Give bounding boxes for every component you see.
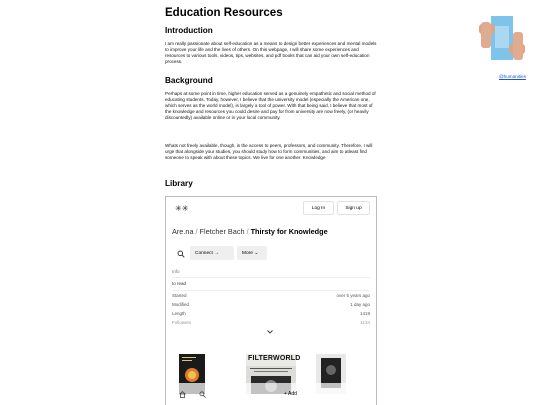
meta-value: 1419: [359, 311, 370, 316]
breadcrumb: [172, 227, 328, 236]
meta-value: over 5 years ago: [336, 293, 370, 298]
hands-frame-image: [477, 14, 527, 68]
add-button[interactable]: + Add: [284, 391, 297, 397]
connect-button[interactable]: Connect →: [190, 246, 234, 260]
meta-label: Followers: [172, 320, 192, 325]
breadcrumb-user[interactable]: Fletcher Bach: [199, 227, 245, 236]
heading-library: Library: [165, 179, 193, 188]
search-icon[interactable]: [199, 391, 206, 398]
meta-label: Started: [172, 293, 187, 298]
info-label: Info: [172, 269, 180, 274]
meta-value: 1134: [360, 320, 370, 325]
heading-introduction: Introduction: [165, 26, 213, 35]
signup-button[interactable]: Sign up: [337, 201, 370, 215]
meta-label: Length: [172, 311, 186, 316]
meta-value: 1 day ago: [350, 302, 370, 307]
more-button[interactable]: More ⌄: [237, 246, 267, 260]
meta-row-followers: [172, 320, 370, 325]
book-title: FILTERWORLD: [248, 355, 301, 362]
login-button[interactable]: Log In: [303, 201, 334, 215]
breadcrumb-channel: Thirsty for Knowledge: [250, 227, 328, 236]
background-paragraph-1: Perhaps at some point in time, higher education served as a genuinely empathetic and social method of educating students. Today, however, I believe that the university model (especially the American one, which serves as the world model), is largely a tool of power. With that being said, I believe that most of the knowledge and resources you could desire and pay for from university are now freely, (or heavily discountedly) available online or in your local community.: [165, 91, 376, 120]
background-paragraph-2: Whats not freely available, though, is the access to peers, professors, and community. Therefore, I will urge that alongside your studies, you should study how to form communities, and aim to atleast find someone to speak with about these topics. We live for one another. Knowledge: [165, 143, 373, 160]
meta-label: Modified: [172, 302, 190, 307]
chevron-down-icon[interactable]: [267, 330, 273, 334]
breadcrumb-separator: /: [195, 227, 198, 236]
home-icon[interactable]: [179, 391, 186, 398]
search-icon[interactable]: [177, 250, 185, 258]
breadcrumb-separator: /: [246, 227, 249, 236]
channel-description: to read: [172, 281, 187, 286]
humanities-link[interactable]: @humanities: [499, 74, 526, 79]
divider: [172, 277, 370, 278]
divider: [172, 290, 370, 291]
arena-embed: [165, 196, 377, 405]
breadcrumb-arena[interactable]: Are.na: [172, 227, 194, 236]
arena-logo-icon[interactable]: ✳✳: [175, 204, 189, 213]
meta-row-modified: [172, 302, 370, 307]
heading-background: Background: [165, 76, 213, 85]
bottom-toolbar: [166, 383, 377, 405]
meta-row-started: [172, 293, 370, 298]
meta-row-length: [172, 311, 370, 316]
intro-paragraph: I am really passionate about self-education as a means to design better experiences and mental models to improve your life and the lives of others. On this webpage, I will share some experiences and resources to various tools, videos, tips, websites, and pdf books that can aid your own self-education process.: [165, 41, 377, 64]
page-title: Education Resources: [165, 7, 283, 19]
